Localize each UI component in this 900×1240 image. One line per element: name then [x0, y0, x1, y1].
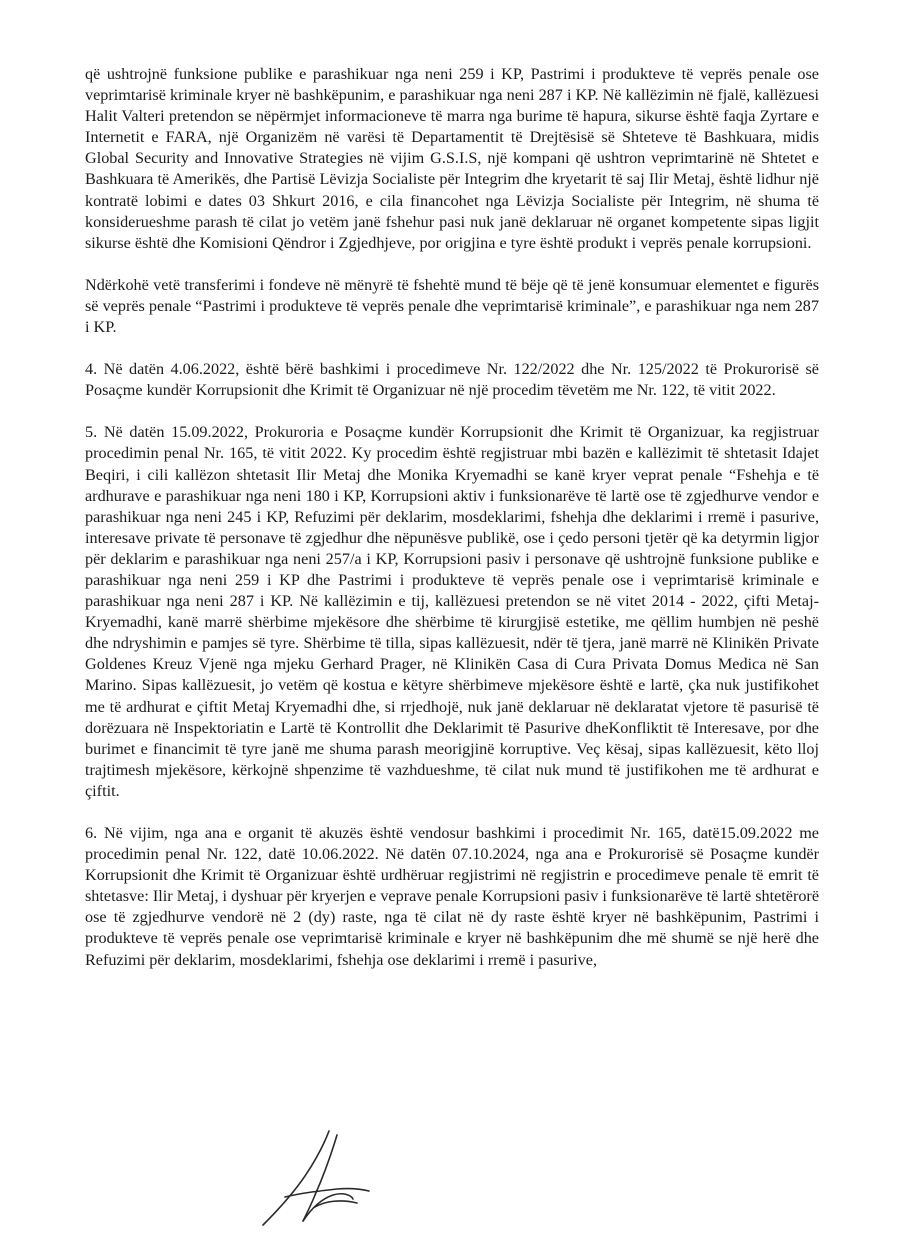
paragraph-item-4: 4. Në datën 4.06.2022, është bërë bashkimi i procedimeve Nr. 122/2022 dhe Nr. 125/2022 të Prokurorisë së Posaçme kundër Korrupsionit dhe Krimit të Organizuar në një procedim tëvetëm me Nr. 122, të vitit 2022.: [85, 360, 819, 400]
paragraph-item-6: 6. Në vijim, nga ana e organit të akuzës është vendosur bashkimi i procedimit Nr. 165, datë15.09.2022 me procedimin penal Nr. 122, datë 10.06.2022. Në datën 07.10.2024, nga ana e Prokurorisë së Posaçme kundër Korrupsionit dhe Krimit të Organizuar është urdhëruar regjistrimi në regjistrin e procedimeve penale të emrit të shtetasve: Ilir Metaj, i dyshuar për kryerjen e veprave penale Korrupsioni pasiv i funksionarëve të lartë shtetërorë ose të zgjedhurve vendorë në 2 (dy) raste, nga të cilat në dy raste është kryer në bashkëpunim, Pastrimi i produkteve të veprës penale ose veprimtarisë kriminale e kryer në bashkëpunim dhe më shumë se një herë dhe Refuzimi për deklarim, mosdeklarimi, fshehja ose deklarimi i rremë i pasurive,: [85, 824, 820, 969]
document-body: [85, 64, 819, 992]
handwritten-signature-icon: [245, 1125, 375, 1235]
paragraph-item-5: 5. Në datën 15.09.2022, Prokuroria e Posaçme kundër Korrupsionit dhe Krimit të Organizuar, ka regjistruar procedimin penal Nr. 165, të vitit 2022. Ky procedim është regjistruar mbi bazën e kallëzimit të shtetasit Idajet Beqiri, i cili kallëzon shtetasit Ilir Metaj dhe Monika Kryemadhi se kanë kryer veprat penale “Fshehja e të ardhurave e parashikuar nga neni 180 i KP, Korrupsioni aktiv i funksionarëve të lartë ose të zgjedhurve vendor e parashikuar nga neni 245 i KP, Refuzimi për deklarim, mosdeklarimi, fshehja dhe deklarimi i rremë i pasurive, interesave private të personave të zgjedhur dhe nëpunësve publikë, ose i çedo personi tjetër që ka detyrmin ligjor për deklarim e parashikuar nga neni 257/a i KP, Korrupsioni pasiv i personave që ushtrojnë funksione publike e parashikuar nga neni 259 i KP dhe Pastrimi i produkteve të veprës penale ose i veprimtarisë kriminale e parashikuar nga neni 287 i KP. Në kallëzimin e tij, kallëzuesi pretendon se në vitet 2014 - 2022, çifti Metaj-Kryemadhi, kanë marrë shërbime mjekësore dhe shërbime të kirurgjisë estetike, me qëllim humbjen në peshë dhe ndryshimin e pamjes së tyre. Shërbime të tilla, sipas kallëzuesit, ndër të tjera, janë marrë në Klinikën Private Goldenes Kreuz Vjenë nga mjeku Gerhard Prager, në Klinikën Casa di Cura Privata Domus Medica në San Marino. Sipas kallëzuesit, jo vetëm që kostua e këtyre shërbimeve mjekësore është e lartë, çka nuk justifikohet me të ardhurat e çiftit Metaj Kryemadhi dhe, si rrjedhojë, nuk janë deklaruar në deklaratat vjetore të pasurisë të dorëzuara në Inspektoriatin e Lartë të Kontrollit dhe Deklarimit të Pasurive dheKonfliktit të Interesave, por dhe burimet e financimit të tyre janë me shuma parash meorigjinë korruptive. Veç kësaj, sipas kallëzuesit, këto lloj trajtimesh mjekësore, kërkojnë shpenzime të vazhdueshme, të cilat nuk mund të justifikohen me të ardhurat e çiftit.: [85, 423, 819, 800]
paragraph-transfer-of-funds: Ndërkohë vetë transferimi i fondeve në mënyrë të fshehtë mund të bëje që të jenë konsumuar elementet e figurës së veprës penale “Pastrimi i produkteve të veprës penale dhe veprimtarisë kriminale”, e parashikuar nga nem 287 i KP.: [85, 275, 819, 337]
paragraph-continuation: që ushtrojnë funksione publike e parashikuar nga neni 259 i KP, Pastrimi i produkteve të veprës penale ose veprimtarisë kriminale kryer në bashkëpunim, e parashikuar nga neni 287 i KP. Në kallëzimin në fjalë, kallëzuesi Halit Valteri pretendon se nëpërmjet informacioneve të marra nga burime të hapura, sikurse është faqja Zyrtare e Internetit e FARA, një Organizëm në varësi të Departamentit të Drejtësisë së Shteteve të Bashkuara, midis Global Security and Innovative Strategies në vijim G.S.I.S, një kompani që ushtron veprimtarinë në Shtetet e Bashkuara të Amerikës, dhe Partisë Lëvizja Socialiste për Integrim dhe kryetarit të saj Ilir Metaj, është lidhur një kontratë lobimi e dates 03 Shkurt 2016, e cila financohet nga Lëvizja Socialiste për Integrim, në shuma të konsiderueshme parash të cilat jo vetëm janë fshehur pasi nuk janë deklaruar në organet kompetente sipas ligjit sikurse është dhe Komisioni Qëndror i Zgjedhjeve, por origjina e tyre është produkt i veprës penale korrupsioni.: [85, 65, 819, 252]
